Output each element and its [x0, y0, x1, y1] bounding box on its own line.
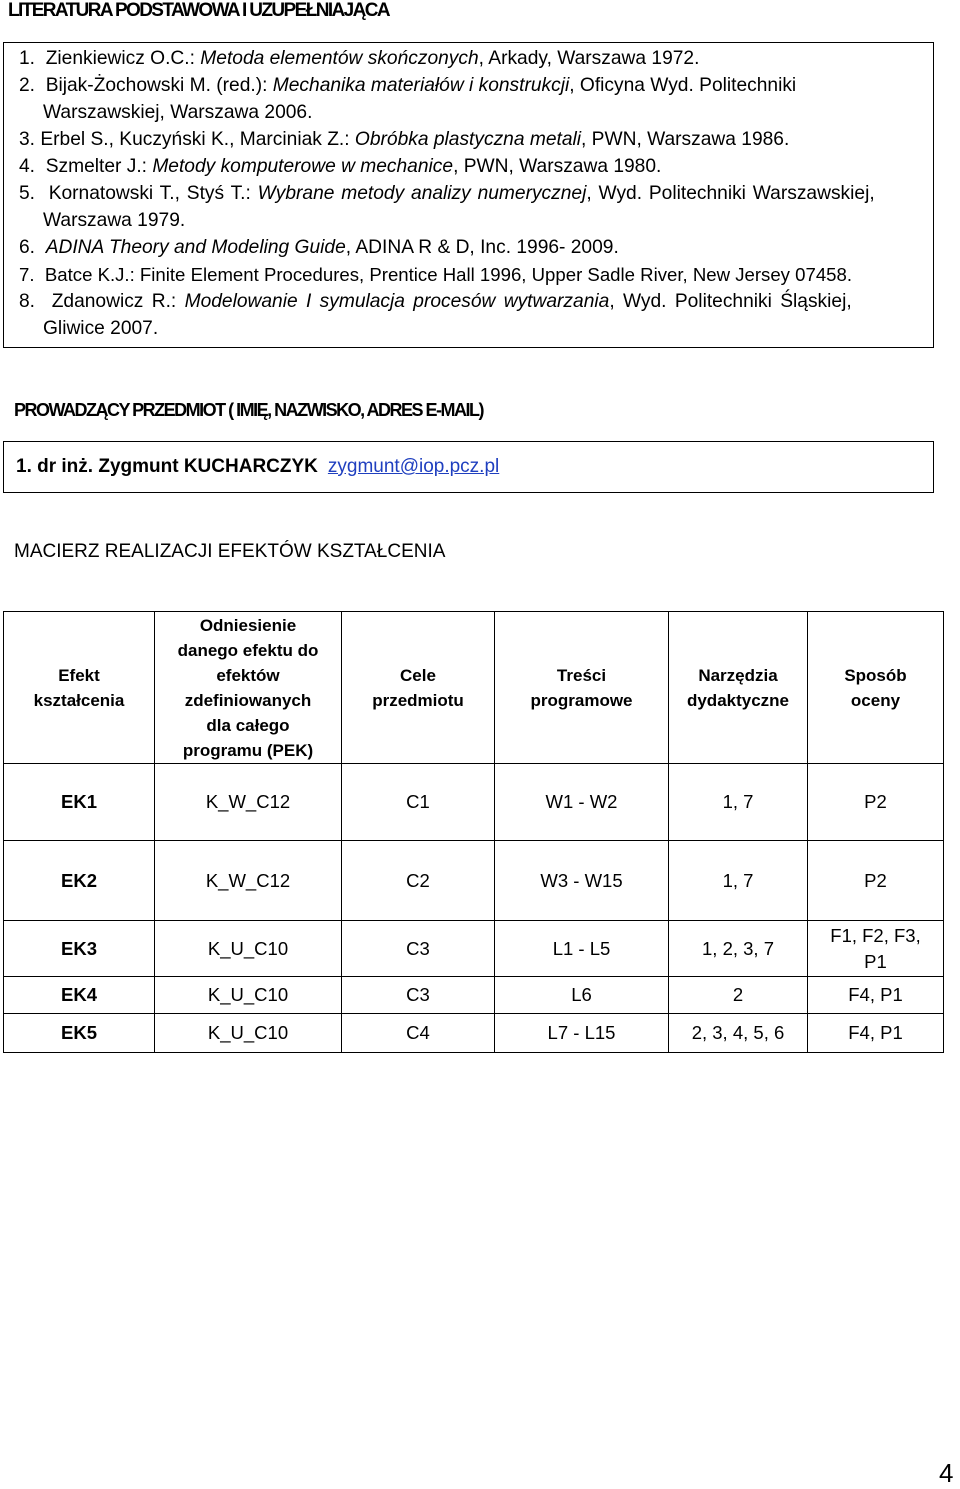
- lecturer-line: [16, 456, 499, 478]
- list-item: 4. Szmelter J.: Metody komputerowe w mechanice, PWN, Warszawa 1980.: [19, 156, 662, 177]
- table-row: [4, 921, 944, 977]
- effects-matrix-table: [3, 611, 944, 1053]
- table-cell: 1, 7: [669, 764, 808, 841]
- table-cell: EK2: [4, 841, 155, 921]
- table-cell: C3: [342, 921, 495, 977]
- table-cell: F1, F2, F3, P1: [808, 921, 944, 977]
- lecturer-heading: PROWADZĄCY PRZEDMIOT ( IMIĘ, NAZWISKO, ADRES E-MAIL): [14, 400, 483, 420]
- table-cell: C4: [342, 1014, 495, 1053]
- literature-heading: LITERATURA PODSTAWOWA I UZUPEŁNIAJĄCA: [8, 0, 389, 21]
- table-cell: K_W_C12: [155, 764, 342, 841]
- list-item: 1. Zienkiewicz O.C.: Metoda elementów skończonych, Arkady, Warszawa 1972.: [19, 48, 700, 69]
- lecturer-email-link[interactable]: zygmunt@iop.pcz.pl: [327, 456, 500, 477]
- table-cell: 2, 3, 4, 5, 6: [669, 1014, 808, 1053]
- table-row: [4, 841, 944, 921]
- column-header: Treści programowe: [495, 612, 669, 764]
- column-header: Cele przedmiotu: [342, 612, 495, 764]
- table-cell: EK3: [4, 921, 155, 977]
- table-cell: F4, P1: [808, 1014, 944, 1053]
- table-cell: K_U_C10: [155, 1014, 342, 1053]
- table-cell: EK5: [4, 1014, 155, 1053]
- table-cell: L1 - L5: [495, 921, 669, 977]
- list-item-cont: Warszawskiej, Warszawa 2006.: [43, 102, 313, 123]
- table-cell: 2: [669, 977, 808, 1014]
- table-cell: W3 - W15: [495, 841, 669, 921]
- list-item: 7. Batce K.J.: Finite Element Procedures, Prentice Hall 1996, Upper Sadle River, New Jersey 07458.: [19, 264, 853, 285]
- column-header: Narzędzia dydaktyczne: [669, 612, 808, 764]
- table-cell: P2: [808, 764, 944, 841]
- list-item: 6. ADINA Theory and Modeling Guide, ADINA R & D, Inc. 1996- 2009.: [19, 237, 619, 258]
- table-cell: EK4: [4, 977, 155, 1014]
- list-item: 8. Zdanowicz R.: Modelowanie I symulacja procesów wytwarzania, Wyd. Politechniki Śląskiej,: [19, 291, 852, 312]
- lecturer-box: [3, 441, 934, 493]
- list-item: 5. Kornatowski T., Styś T.: Wybrane metody analizy numerycznej, Wyd. Politechniki Warszawskiej,: [19, 183, 875, 204]
- table-header-row: [4, 612, 944, 764]
- column-header: Odniesienie danego efektu do efektów zdefiniowanych dla całego programu (PEK): [155, 612, 342, 764]
- list-item-cont: Warszawa 1979.: [43, 210, 186, 231]
- column-header: Sposób oceny: [808, 612, 944, 764]
- table-cell: P2: [808, 841, 944, 921]
- table-cell: C3: [342, 977, 495, 1014]
- matrix-heading: MACIERZ REALIZACJI EFEKTÓW KSZTAŁCENIA: [14, 541, 446, 562]
- lecturer-name: 1. dr inż. Zygmunt KUCHARCZYK: [16, 456, 318, 477]
- table-cell: K_U_C10: [155, 921, 342, 977]
- literature-list: [3, 42, 934, 348]
- table-cell: W1 - W2: [495, 764, 669, 841]
- table-cell: C2: [342, 841, 495, 921]
- table-row: [4, 1014, 944, 1053]
- column-header: Efekt kształcenia: [4, 612, 155, 764]
- table-cell: 1, 7: [669, 841, 808, 921]
- table-cell: K_W_C12: [155, 841, 342, 921]
- table-cell: 1, 2, 3, 7: [669, 921, 808, 977]
- list-item-cont: Gliwice 2007.: [43, 318, 159, 339]
- list-item: 2. Bijak-Żochowski M. (red.): Mechanika materiałów i konstrukcji, Oficyna Wyd. Politechniki: [19, 75, 797, 96]
- table-cell: K_U_C10: [155, 977, 342, 1014]
- table-cell: L6: [495, 977, 669, 1014]
- list-item: 3. Erbel S., Kuczyński K., Marciniak Z.: Obróbka plastyczna metali, PWN, Warszawa 1986.: [19, 129, 790, 150]
- table-cell: EK1: [4, 764, 155, 841]
- page-number: 4: [939, 1458, 954, 1488]
- table-cell: C1: [342, 764, 495, 841]
- table-cell: F4, P1: [808, 977, 944, 1014]
- table-cell: L7 - L15: [495, 1014, 669, 1053]
- table-row: [4, 977, 944, 1014]
- table-row: [4, 764, 944, 841]
